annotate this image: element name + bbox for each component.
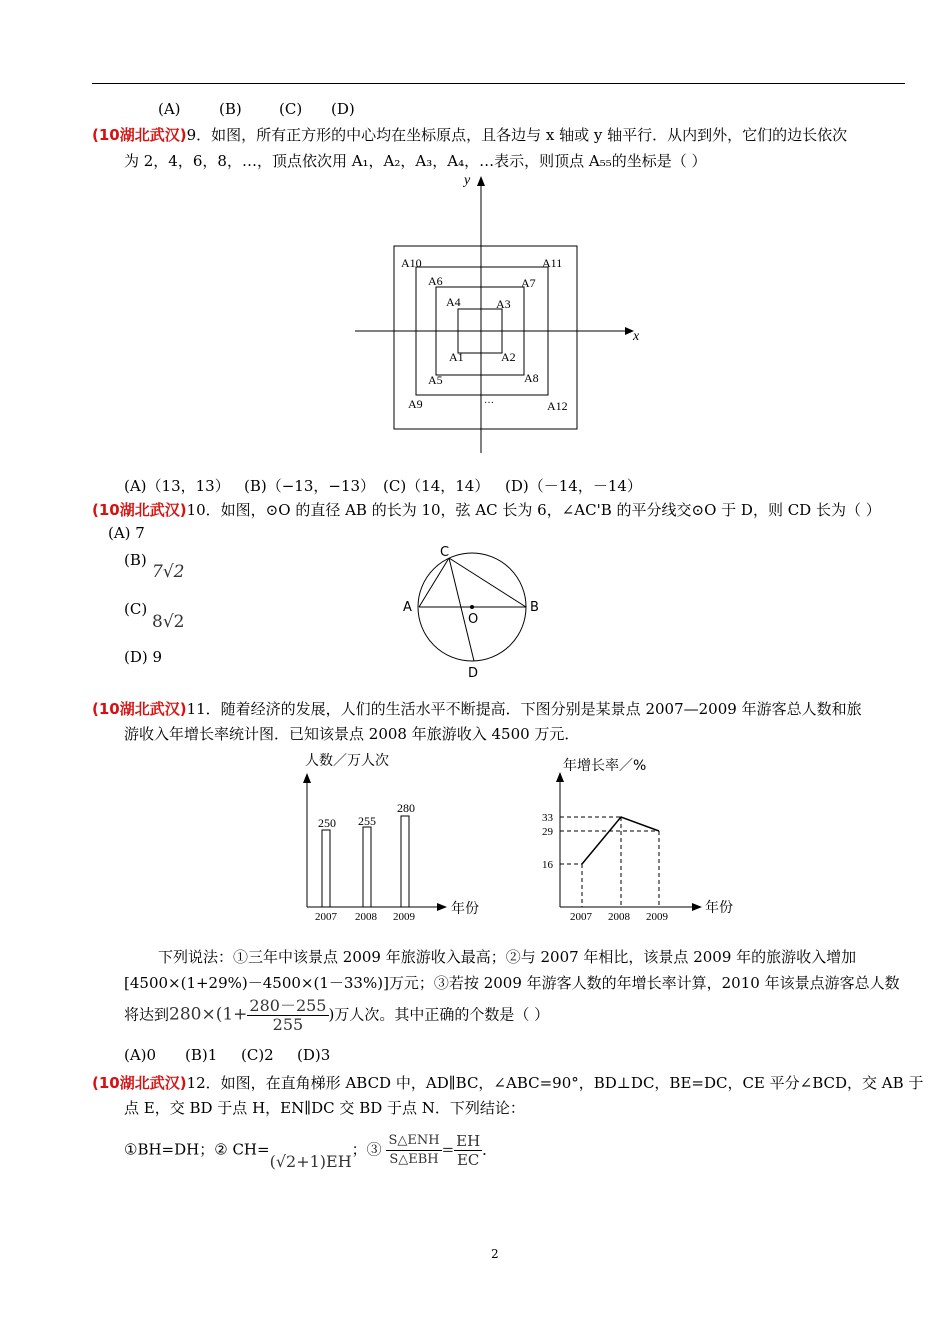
q9-label-a9: A9 xyxy=(408,397,423,411)
q12-frac-right-den: EC xyxy=(456,1151,480,1169)
q10-option-c-value: 8√2 xyxy=(152,612,185,632)
q11-source: (10湖北武汉) xyxy=(92,700,187,718)
q12-line1 xyxy=(92,1072,923,1093)
q11-chart2-ytick-16: 16 xyxy=(542,859,553,871)
q10-option-b-value: 7√2 xyxy=(152,562,185,582)
q9-y-label: y xyxy=(464,173,471,188)
q12-fraction-right xyxy=(454,1132,482,1169)
q9-label-a3: A3 xyxy=(496,297,511,311)
q11-stmt3-pre: 将达到 xyxy=(124,1005,170,1024)
q11-text1: 11．随着经济的发展，人们的生活水平不断提高．下图分别是某景点 2007—2009 年游客总人数和旅 xyxy=(186,700,862,718)
q9-label-a10: A10 xyxy=(401,256,422,270)
page-number: 2 xyxy=(491,1247,499,1261)
q11-option-d: (D)3 xyxy=(297,1046,331,1064)
q11-chart2-tick-2008: 2008 xyxy=(608,911,630,923)
q11-bar-chart xyxy=(295,745,495,925)
q9-dots: … xyxy=(484,395,494,406)
q11-line1 xyxy=(92,698,862,719)
q12-text1: 12．如图，在直角梯形 ABCD 中，AD∥BC，∠ABC=90°，BD⊥DC，BE=DC，CE 平分∠BCD，交 AB 于 xyxy=(186,1074,924,1092)
q9-source: (10湖北武汉) xyxy=(92,126,187,144)
q10-label-a: A xyxy=(403,600,412,615)
q11-stmt3-den: 255 xyxy=(272,1015,304,1034)
q11-stmt3-fraction xyxy=(247,997,328,1034)
q8-option-d: (D) xyxy=(331,100,355,118)
q10-center-dot xyxy=(470,605,474,609)
q11-bar-2009 xyxy=(401,816,409,907)
q9-option-b: (B)（−13，−13） xyxy=(244,477,376,495)
q11-chart1-tick-2009: 2009 xyxy=(393,911,415,923)
q9-label-a11: A11 xyxy=(542,256,563,270)
q9-label-a4: A4 xyxy=(446,295,461,309)
q10-circle-figure xyxy=(395,540,555,685)
q9-option-a: (A)（13，13） xyxy=(124,477,230,495)
q11-chart1-ylabel: 人数／万人次 xyxy=(305,753,389,769)
q11-statement3 xyxy=(124,997,549,1034)
q12-frac-left-den: S△EBH xyxy=(389,1152,439,1167)
q10-label-d: D xyxy=(468,666,479,681)
q10-option-d: (D) 9 xyxy=(124,648,163,666)
q9-squares-figure xyxy=(350,168,640,458)
q12-source: (10湖北武汉) xyxy=(92,1074,187,1092)
q11-chart2-ytick-29: 29 xyxy=(542,826,553,838)
q9-label-a2: A2 xyxy=(501,350,516,364)
q11-line-chart xyxy=(535,750,750,930)
q12-equals: = xyxy=(441,1140,455,1159)
q10-option-a: (A) 7 xyxy=(108,524,145,542)
q9-option-c: (C)（14，14） xyxy=(383,477,490,495)
q12-conclusions xyxy=(124,1132,497,1169)
q11-stmt3-num: 280－255 xyxy=(249,996,327,1015)
q11-bar-label-2007: 250 xyxy=(318,816,336,830)
header-rule xyxy=(92,83,905,84)
q11-chart2-xlabel: 年份 xyxy=(705,900,733,916)
q11-line2: 游收入年增长率统计图．已知该景点 2008 年旅游收入 4500 万元． xyxy=(124,725,580,743)
q11-chart2-ytick-33: 33 xyxy=(542,812,553,824)
q8-option-a: (A) xyxy=(158,100,181,118)
q12-c1-value: (√2+1)EH xyxy=(269,1151,352,1171)
q11-statement2: [4500×(1+29%)－4500×(1－33%)]万元；③若按 2009 年游客人数的年增长率计算，2010 年该景点游客总人数 xyxy=(124,974,900,992)
q11-chart1-x-arrow xyxy=(437,903,447,911)
q11-chart1-tick-2008: 2008 xyxy=(355,911,377,923)
q12-c2: ；③ xyxy=(351,1140,382,1159)
q8-option-c: (C) xyxy=(279,100,303,118)
q9-y-arrow xyxy=(477,176,485,186)
q9-x-label: x xyxy=(633,329,640,344)
q12-frac-right-num: EH xyxy=(456,1132,481,1150)
q11-statement1: 下列说法：①三年中该景点 2009 年旅游收入最高；②与 2007 年相比，该景点 2009 年的旅游收入增加 xyxy=(158,948,857,966)
q11-bar-label-2009: 280 xyxy=(397,801,415,815)
q8-option-b: (B) xyxy=(219,100,242,118)
q10-label-b: B xyxy=(530,600,539,615)
q9-label-a7: A7 xyxy=(521,276,536,290)
q10-chord-cb xyxy=(449,558,526,607)
q10-label-o: O xyxy=(468,612,479,627)
q11-chart1-xlabel: 年份 xyxy=(451,901,479,917)
q9-line2: 为 2，4，6，8，…，顶点依次用 A₁，A₂，A₃，A₄，…表示，则顶点 A₅₅的坐标是（ ） xyxy=(124,152,707,170)
q11-stmt3-post: )万人次。其中正确的个数是（ ） xyxy=(328,1005,550,1024)
q11-chart1-tick-2007: 2007 xyxy=(315,911,337,923)
q11-option-c: (C)2 xyxy=(241,1046,274,1064)
q9-label-a8: A8 xyxy=(524,371,539,385)
q9-text1: 9．如图，所有正方形的中心均在坐标原点，且各边与 x 轴或 y 轴平行．从内到外，它们的边长依次 xyxy=(186,126,848,144)
q9-label-a6: A6 xyxy=(428,274,443,288)
q10-text1: 10．如图，⊙O 的直径 AB 的长为 10，弦 AC 长为 6，∠AC'B 的平分线交⊙O 于 D，则 CD 长为（ ） xyxy=(186,501,881,519)
q10-label-c: C xyxy=(440,545,450,560)
q9-label-a1: A1 xyxy=(449,350,464,364)
q11-chart2-tick-2009: 2009 xyxy=(646,911,668,923)
q12-fraction-left xyxy=(386,1132,441,1169)
q11-option-b: (B)1 xyxy=(185,1046,218,1064)
q11-option-a: (A)0 xyxy=(124,1046,157,1064)
q9-label-a12: A12 xyxy=(547,399,568,413)
q12-frac-left-num: S△ENH xyxy=(386,1132,441,1151)
q11-bar-label-2008: 255 xyxy=(358,814,376,828)
q12-line2: 点 E，交 BD 于点 H，EN∥DC 交 BD 于点 N．下列结论： xyxy=(124,1099,525,1117)
q11-bar-2008 xyxy=(363,827,371,907)
q12-end: ． xyxy=(482,1140,498,1159)
q10-option-b: (B) xyxy=(124,551,147,569)
q11-chart2-tick-2007: 2007 xyxy=(570,911,592,923)
q9-line1 xyxy=(92,124,847,145)
q11-bar-2007 xyxy=(322,830,330,907)
q10-option-c: (C) xyxy=(124,600,148,618)
q11-chart2-x-arrow xyxy=(692,903,702,911)
q9-option-d: (D)（－14，－14） xyxy=(505,477,642,495)
q11-chart1-y-arrow xyxy=(303,773,311,783)
q11-chart2-ylabel: 年增长率／% xyxy=(563,758,647,774)
q10-source: (10湖北武汉) xyxy=(92,501,187,519)
q11-stmt3-expr: 280×(1+ xyxy=(169,1004,248,1025)
q10-chord-cd xyxy=(449,558,474,661)
q9-label-a5: A5 xyxy=(428,373,443,387)
q12-c1: ①BH=DH；② CH= xyxy=(124,1140,270,1159)
q10-line1 xyxy=(92,499,881,520)
